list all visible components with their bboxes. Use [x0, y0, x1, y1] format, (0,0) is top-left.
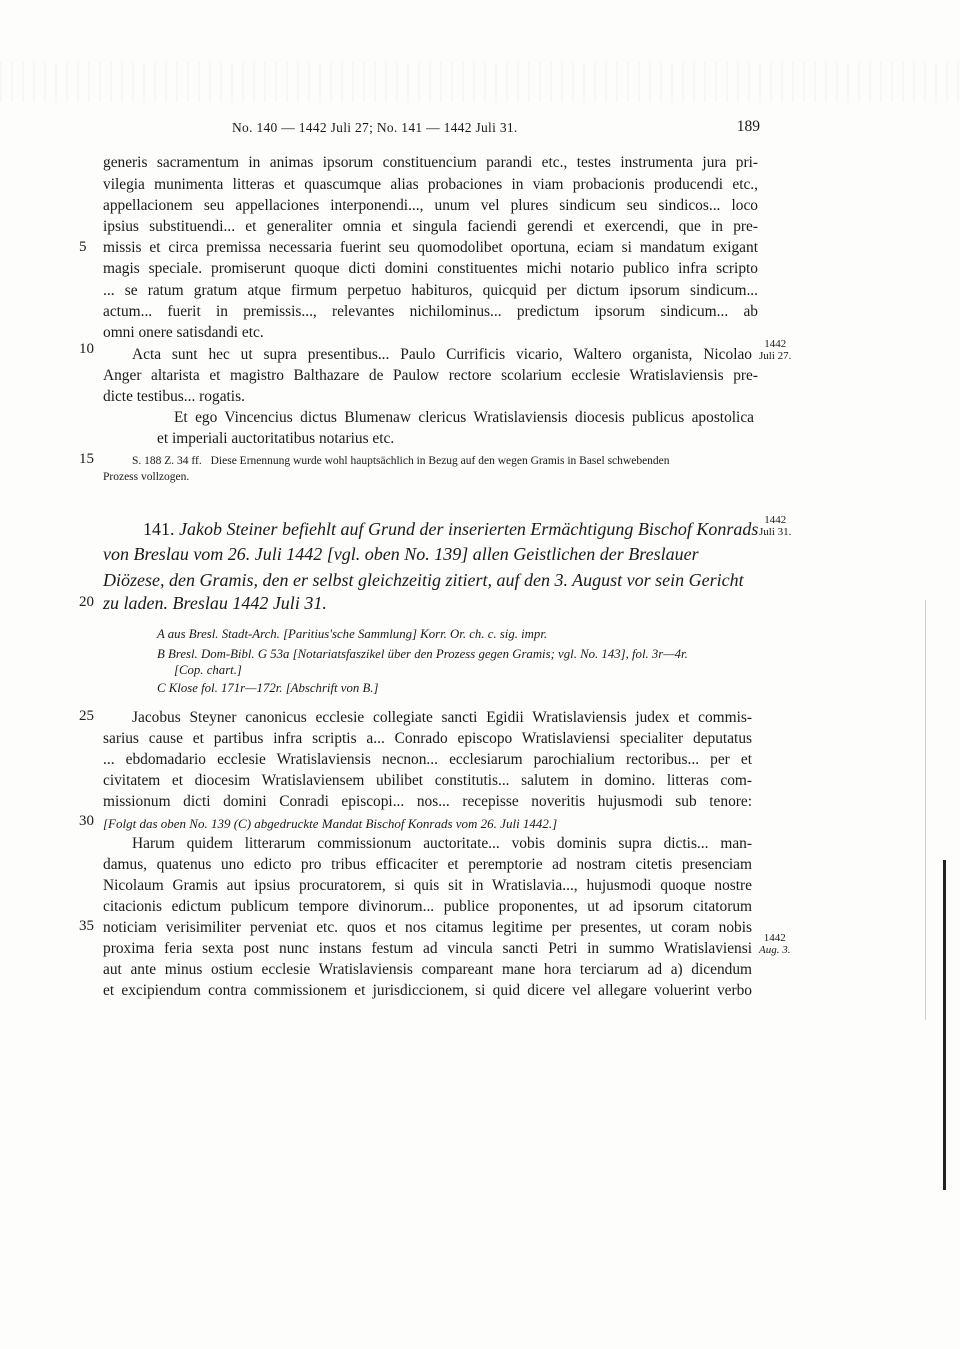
- footnote-cont: Prozess vollzogen.: [103, 471, 190, 483]
- text-line: ipsius substituendi... et generaliter omnia et singula faciendi gerendi et exercendi, que in pre-: [103, 218, 758, 235]
- text-line: Acta sunt hec ut supra presentibus... Paulo Currificis vicario, Waltero organista, Nicolao: [132, 346, 752, 363]
- text-line: dicte testibus... rogatis.: [103, 388, 245, 405]
- text-line: sarius cause et partibus infra scriptis a... Conrado episcopo Wratislaviensi specialiter deputatus: [103, 730, 752, 747]
- footnote-ref: S. 188 Z. 34 ff.: [132, 455, 202, 467]
- line-number: 25: [79, 708, 94, 724]
- text-line: omni onere satisdandi etc.: [103, 324, 264, 341]
- scan-edge-mark: [943, 860, 946, 1190]
- doc-heading: [143, 518, 758, 540]
- doc-title-line: Diözese, den Gramis, den er selbst gleichzeitig zitiert, auf den 3. August vor sein Gericht: [103, 570, 744, 590]
- doc-title-line: Jakob Steiner befiehlt auf Grund der inserierten Ermächtigung Bischof Konrads: [179, 519, 759, 539]
- text-line: Nicolaum Gramis aut ipsius procuratorem, si quis sit in Wratislavia..., hujusmodi quoque nostre: [103, 877, 752, 894]
- source-line: B Bresl. Dom-Bibl. G 53a [Notariatsfaszikel über den Prozess gegen Gramis; vgl. No. 143], fol. 3r—4r.: [157, 647, 688, 661]
- line-number: 10: [79, 341, 94, 357]
- text-line: Anger altarista et magistro Balthazare de Paulow rectore scolarium ecclesie Wratislaviensis pre-: [103, 367, 758, 384]
- text-line: [Folgt das oben No. 139 (C) abgedruckte Mandat Bischof Konrads vom 26. Juli 1442.]: [103, 816, 558, 831]
- text-line: missionum dicti domini Conradi episcopi... nos... recepisse noveritis hujusmodi sub tenore:: [103, 793, 752, 810]
- line-number: 20: [79, 594, 94, 610]
- text-line: appellacionem seu appellaciones interponendi..., unum vel plures sindicum seu sindicos... loco: [103, 197, 758, 214]
- text-line: Jacobus Steyner canonicus ecclesie collegiate sancti Egidii Wratislaviensis judex et commis-: [132, 709, 752, 726]
- text-line: et imperiali auctoritatibus notarius etc.: [157, 430, 395, 447]
- text-line: ... se ratum gratum atque firmum perpetuo habituros, quicquid per dictum ipsorum sindicum...: [103, 282, 758, 299]
- text-line: noticiam verisimiliter perveniat etc. quos et nos citamus legitime per presentes, ut coram nobis: [103, 919, 752, 936]
- text-line: vilegia munimenta litteras et quascumque alias probaciones in viam probacionis producendi etc.,: [103, 176, 758, 193]
- margin-date: [759, 514, 791, 538]
- running-header: [232, 120, 760, 140]
- text-line: Harum quidem litterarum commissionum auctoritate... vobis dominis supra dictis... man-: [132, 835, 752, 852]
- line-number: 35: [79, 918, 94, 934]
- text-line: et excipiendum contra commissionem et jurisdiccionem, si quid dicere vel allegare voluerint verbo: [103, 982, 752, 999]
- text-line: missis et circa premissa necessaria fuerint seu quomodolibet oportuna, eciam si mandatum exigant: [103, 239, 758, 256]
- text-line: civitatem et diocesim Wratislaviensem ubilibet constitutis... salutem in domino. litteras com-: [103, 772, 752, 789]
- scan-noise: [0, 62, 960, 102]
- text-line: damus, quatenus uno edicto pro tribus efficaciter et peremptorie ad nostram citetis presenciam: [103, 856, 752, 873]
- margin-date-year: 1442: [764, 514, 787, 526]
- page-number: 189: [736, 118, 760, 135]
- source-line: A aus Bresl. Stadt-Arch. [Paritius'sche Sammlung] Korr. Or. ch. c. sig. impr.: [157, 627, 548, 641]
- doc-number: 141.: [143, 519, 175, 539]
- line-number: 30: [79, 813, 94, 829]
- footnote-text: Diese Ernennung wurde wohl hauptsächlich in Bezug auf den wegen Gramis in Basel schwebenden: [210, 455, 670, 467]
- line-number: 5: [79, 239, 87, 255]
- margin-date-day: Juli 31.: [759, 526, 792, 538]
- text-line: aut ante minus ostium ecclesie Wratislaviensis compareant mane hora terciarum ad a) dicendum: [103, 961, 752, 978]
- text-line: Et ego Vincencius dictus Blumenaw clericus Wratislaviensis diocesis publicus apostolica: [174, 409, 754, 426]
- source-line: [Cop. chart.]: [174, 663, 242, 677]
- doc-title-line: zu laden. Breslau 1442 Juli 31.: [103, 593, 327, 613]
- text-line: actum... fuerit in premissis..., relevantes nichilominus... predictum ipsorum sindicum... ab: [103, 303, 758, 320]
- margin-date: [759, 338, 791, 362]
- margin-date-day: Aug. 3.: [759, 944, 791, 956]
- footnote: [132, 454, 670, 468]
- text-line: citacionis edictum publicum tempore divinorum... publice proponentes, ut ad ipsorum citatorum: [103, 898, 752, 915]
- margin-date: [759, 932, 790, 956]
- margin-date-year: 1442: [763, 932, 786, 944]
- text-line: generis sacramentum in animas ipsorum constituencium parandi etc., testes instrumenta jura pri-: [103, 154, 758, 171]
- text-line: proxima feria sexta post nunc instans festum ad vincula sancti Petri in summo Wratislaviensi: [103, 940, 752, 957]
- scan-edge-line: [925, 600, 926, 1020]
- doc-title-line: von Breslau vom 26. Juli 1442 [vgl. oben No. 139] allen Geistlichen der Breslauer: [103, 544, 699, 564]
- text-line: magis speciale. promiserunt quoque dicti domini constituentes michi notario publico infra scripto: [103, 260, 758, 277]
- line-number: 15: [79, 451, 94, 467]
- text-line: ... ebdomadario ecclesie Wratislaviensis necnon... ecclesiarum parochialium rectoribus... per et: [103, 751, 752, 768]
- source-line: C Klose fol. 171r—172r. [Abschrift von B.]: [157, 681, 379, 695]
- margin-date-year: 1442: [764, 338, 787, 350]
- header-title: No. 140 — 1442 Juli 27; No. 141 — 1442 Juli 31.: [232, 120, 518, 135]
- margin-date-day: Juli 27.: [759, 350, 792, 362]
